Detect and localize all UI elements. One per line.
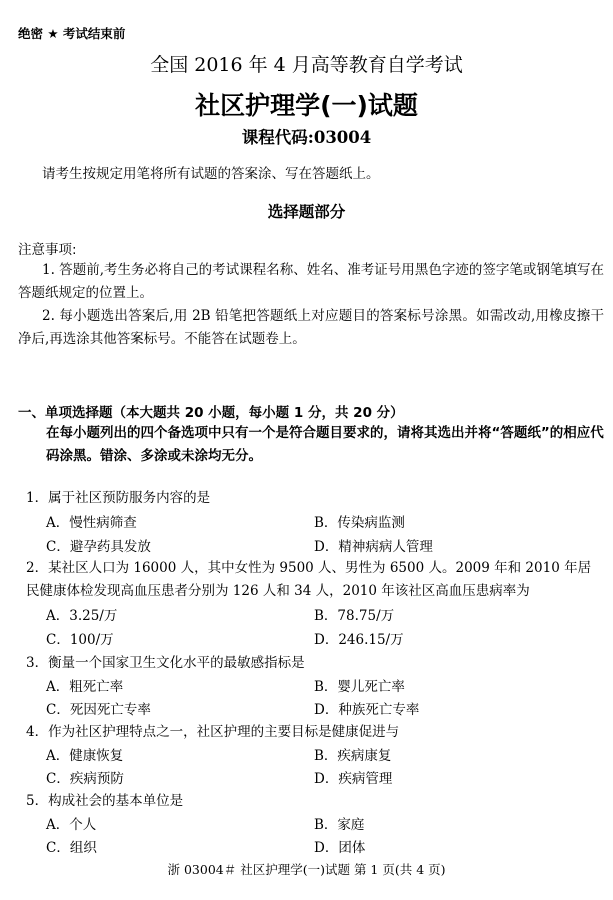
notes-heading: 注意事项: — [18, 242, 77, 258]
answer-instruction: 请考生按规定用笔将所有试题的答案涂、写在答题纸上。 — [42, 166, 380, 182]
option-d: D．团体 — [314, 840, 366, 856]
option-a: A．个人 — [46, 817, 97, 833]
question-stem: 2．某社区人口为 16000 人，其中女性为 9500 人、男性为 6500 人。2009 年和 2010 年居民健康体检发现高血压患者分别为 126 人和 34 人，2010 年该社区高血压患病率为 — [26, 560, 592, 599]
option-c: C．避孕药具发放 — [46, 539, 151, 555]
note-item: 1. 答题前,考生务必将自己的考试课程名称、姓名、准考证号用黑色字迹的签字笔或钢笔填写在答题纸规定的位置上。 — [18, 262, 604, 301]
option-a: A．慢性病筛查 — [46, 515, 137, 531]
exam-title: 全国 2016 年 4 月高等教育自学考试 — [150, 54, 463, 76]
question-stem: 1．属于社区预防服务内容的是 — [26, 490, 211, 506]
section-title: 选择题部分 — [267, 203, 346, 221]
option-a: A．健康恢复 — [46, 748, 124, 764]
option-c: C．死因死亡专率 — [46, 702, 151, 718]
page-footer: 浙 03004＃ 社区护理学(一)试题 第 1 页(共 4 页) — [167, 862, 446, 877]
option-b: B．传染病监测 — [314, 515, 405, 531]
option-d: D．246.15/万 — [314, 632, 404, 648]
confidential-label: 绝密 ★ 考试结束前 — [18, 26, 126, 41]
note-item: 2. 每小题选出答案后,用 2B 铅笔把答题纸上对应题目的答案标号涂黑。如需改动,用橡皮擦干净后,再选涂其他答案标号。不能答在试题卷上。 — [18, 308, 604, 347]
part-description: 在每小题列出的四个备选项中只有一个是符合题目要求的，请将其选出并将“答题纸”的相应代码涂黑。错涂、多涂或未涂均无分。 — [46, 425, 604, 464]
question-stem: 4．作为社区护理特点之一，社区护理的主要目标是健康促进与 — [26, 724, 400, 740]
option-a: A．粗死亡率 — [46, 679, 124, 695]
course-code: 课程代码:03004 — [241, 128, 372, 147]
option-a: A．3.25/万 — [46, 608, 118, 624]
option-b: B．婴儿死亡率 — [314, 679, 405, 695]
part-heading: 一、单项选择题（本大题共 20 小题，每小题 1 分，共 20 分） — [18, 405, 404, 421]
option-c: C．组织 — [46, 840, 97, 856]
option-d: D．精神病病人管理 — [314, 539, 433, 555]
option-b: B．78.75/万 — [314, 608, 395, 624]
question-stem: 5．构成社会的基本单位是 — [26, 793, 184, 809]
option-c: C．疾病预防 — [46, 771, 124, 787]
option-b: B．疾病康复 — [314, 748, 392, 764]
subject-title: 社区护理学(一)试题 — [195, 91, 418, 120]
option-c: C．100/万 — [46, 632, 114, 648]
option-d: D．疾病管理 — [314, 771, 393, 787]
question-stem: 3．衡量一个国家卫生文化水平的最敏感指标是 — [26, 655, 305, 671]
option-d: D．种族死亡专率 — [314, 702, 420, 718]
option-b: B．家庭 — [314, 817, 365, 833]
